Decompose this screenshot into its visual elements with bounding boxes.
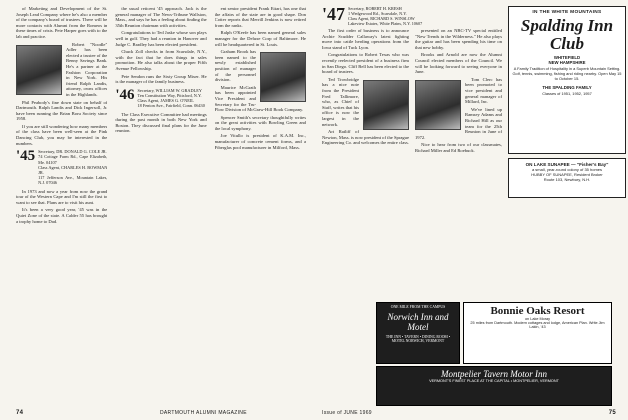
bonnie-oaks-ad[interactable] xyxy=(463,302,612,364)
ad-location: WHITEFIELD xyxy=(553,55,581,60)
class-secretary: Secretary, DR. DONALD G. COLE JR. xyxy=(38,149,107,155)
left-column-1 xyxy=(16,6,107,402)
left-column-2 xyxy=(115,6,206,402)
class-agent: Class Agent, JAMES G. O'NEIL xyxy=(137,98,194,104)
class-address: 1 Wedgewood Rd., Scarsdale, N.Y. xyxy=(348,11,407,16)
class-info xyxy=(38,149,107,185)
paragraph: Nice to hear from two of our classmates, Richard Miller and Ed Roebuck. xyxy=(415,142,502,153)
ad-logo: Spalding Inn Club xyxy=(520,16,614,53)
paragraph: Chuck Zoll checks in from Scarsdale, N.Y., with the fact that he does things in sales promotion. He also talks about the proper Fifth Avenue Fellowship. xyxy=(115,49,207,71)
ad-logo: Bonnie Oaks Resort xyxy=(490,305,585,317)
issue-date: Issue of JUNE 1969 xyxy=(322,410,372,416)
ad-owner-sub: Classes of 1951, 1952, 1957 xyxy=(542,90,592,96)
montpelier-tavern-ad[interactable] xyxy=(376,366,612,406)
ad-sub: on Lake Moray xyxy=(524,317,551,321)
class-47-header xyxy=(322,6,502,26)
paragraph: We've lined up Ramsey Adams and Richard Hill as our team for the 25th Reunion in June of 1972. xyxy=(415,106,502,140)
paragraph: Brooks and Arnold are now the Alumni Council elected members of the Council. We will be looking forward to seeing everyone in June. xyxy=(415,52,502,75)
left-footer xyxy=(16,410,23,416)
paragraph: Joe Vitullo is president of K.A.M. Inc., manufacturer of concrete cement forms, and a Fiberglas pool manufacturer in Milford, Mass. xyxy=(214,133,306,150)
ad-address: Route 103, Newbury, N.H. xyxy=(543,177,591,182)
class-agent: Class Agent, CHARLES H. BOWMAN JR. xyxy=(38,164,108,176)
right-footer xyxy=(609,410,616,416)
page-number: 75 xyxy=(608,410,616,416)
sunapee-ad[interactable] xyxy=(508,158,626,198)
ad-logo: Montpelier Tavern Motor Inn xyxy=(441,369,547,379)
portrait-photo xyxy=(260,52,306,102)
class-agent: Class Agent, RICHARD S. WINSLOW xyxy=(348,16,415,21)
paragraph: The Class Executive Committee had meetings during the past month in both New York and Boston. They discussed final plans for the June reunion. xyxy=(115,111,207,134)
paragraph: ent senior president Frank Ettari, has one that the affairs of the state are in good shape. Don Cotter reports that Merrill Jenkins is now retired from the ranks. xyxy=(214,6,306,28)
class-year: '45 xyxy=(16,148,36,165)
ad-title: ON LAKE SUNAPEE — "Fisher's Bay" xyxy=(525,162,609,167)
class-year: '47 xyxy=(322,4,346,24)
class-45-header xyxy=(16,149,107,185)
class-agent-address: 18 Fenton Ave., Fairfield, Conn. 06430 xyxy=(137,103,205,109)
ad-logo: Norwich Inn and Motel xyxy=(387,312,449,332)
portrait-photo xyxy=(16,45,62,95)
class-info xyxy=(138,88,205,109)
paragraph: Pete Sendon runs the Sixty Group Mixer. He is the manager of the family business. xyxy=(115,73,207,85)
class-info xyxy=(348,6,422,26)
portrait-photo xyxy=(363,80,409,130)
paragraph: Graham Brook has been named to the newly established position of manager of the personnel division. xyxy=(214,49,256,83)
paragraph: Congratulations to Robert Texas who was recently reelected president of a business firm in San Diego. Cliff Bell has been elected to the board of trustees. xyxy=(322,52,409,75)
class-secretary: Secretary, WILLIAM W. GRADLEY xyxy=(137,87,202,93)
paragraph: of Marketing and Development of the St. Joseph Lead Company where he's also a member of the company's board of trustees. There will be more contacts with Alumni from the Romeos in these times of crisis. Pete Harper goes with to the lab and practice. xyxy=(16,6,108,39)
ad-sub: a small, year-round colony of 35 homes xyxy=(531,167,603,172)
class-agent-address: Lakeview Estates, White Plains, N.Y. 10607 xyxy=(348,21,423,26)
paragraph: Robert "Noodle" Adler has been elected a trustee of the Benny Savings Bank. He's a partner at the Fashion Corporation in New York. His friend Ralph Landis, attorney, owns offices in the Highlands. xyxy=(66,41,108,97)
paragraph: Phil Peabody's fine down state on behalf of Dartmouth. Ralph Landis and Dick Ingersoll, Jr. have been running the Brian Boru Society since 1958. xyxy=(16,99,108,122)
ad-body: 25 miles from Dartmouth. Modern cottages and lodge, American Plan. Write Jim Lakin, '43 xyxy=(470,321,605,329)
ad-tagline: ONE MILE FROM THE CAMPUS xyxy=(390,305,446,309)
portrait-photo xyxy=(415,80,461,130)
paragraph: If you are still wondering how many members of the class have been well-seen at the Pink Dancing Club, you may be interested in the numbers. xyxy=(16,123,108,146)
paragraph: Spencer Smith's secretary thoughtfully writes on the great activities with Bowling Green and the local symphony. xyxy=(214,114,306,131)
paragraph: The first order of business is to announce Archie Scudder Callaway's latest fighting move into cattle herding operations from the Iowa stand of Tuck Lyon. xyxy=(322,28,409,50)
class-secretary: Secretary, ROBERT H. KRESH xyxy=(348,6,402,11)
paragraph: It's been a very good year, '45 was in the Quiet Zone of the state. A Calder 55 has brought a trophy home to Dad. xyxy=(16,207,108,224)
ad-tagline: IN THE WHITE MOUNTAINS xyxy=(532,10,602,15)
paragraph: Ralph O'Keefe has been named general sales manager for the Deluxe Corp of Baltimore. He will be headquartered in St. Louis. xyxy=(214,30,306,47)
bottom-ads-row xyxy=(376,302,612,364)
class-address: 74 Cottage Farm Rd., Cape Elizabeth, Me. 04107 xyxy=(38,154,108,165)
class-address: Ten Constitution Way, Pittsford, N.Y. xyxy=(137,92,202,98)
norwich-inn-ad[interactable] xyxy=(376,302,460,364)
paragraph: Ted Trowbridge has a nice note from the President Fred Tallimore, who, as Chief of Staff, writes that his office is now the largest in the network. xyxy=(322,76,359,127)
spalding-inn-ad[interactable] xyxy=(508,6,626,154)
paragraph: Tom Clerc has been promoted to vice president and general manager of Millard, Inc. xyxy=(465,76,502,105)
class-year: '46 xyxy=(115,86,135,103)
paragraph: Congratulations to Ted Jaske whose son plays well in golf. They had a reunion in Hanover and Judge C. Bradley has been elected president. xyxy=(115,30,207,47)
publication-name: DARTMOUTH ALUMNI MAGAZINE xyxy=(160,410,247,416)
paragraph: In 1973 and now a year from now the grand tour of the Western Cape and I'm still the first to want to see that. Plans are to visit his aunt. xyxy=(16,188,108,205)
ad-body: A Family Tradition of Hospitality in a Superb Mountain Setting. Golf, tennis, swimming, fishing and riding nearby. Open May 15 to October 15. xyxy=(512,66,622,81)
ad-owner: THE SPALDING FAMILY xyxy=(542,84,592,90)
ad-body: THE INN • TAVERN • DINING ROOM • MOTEL NORWICH, VERMONT xyxy=(385,335,451,343)
left-columns xyxy=(16,6,306,402)
paragraph: presented on an NBC-TV special entitled "New Trends in the Wilderness." He also plays the guitar and has been spending his time on that new hobby. xyxy=(415,28,502,50)
paragraph: the usual reticent '45 approach. Jack is the general manager of The News-Tribune Wallston, Mass., and says he has a feeling about finding the 35th Reunion chairman with activities. xyxy=(115,6,207,28)
ad-body: VERMONT'S FINEST PLACE AT THE CAPITAL • MONTPELIER, VERMONT xyxy=(429,379,559,383)
paragraph: Maurice McGrath has been appointed Vice President and Secretary for the Tru-Flow Division of McGraw-Hill Book Company. xyxy=(214,84,304,113)
left-column-3 xyxy=(215,6,306,402)
page-number: 74 xyxy=(16,410,24,416)
ad-developer: HUBBY OF SUNAPEE, Resident Broker xyxy=(531,172,603,177)
ad-state: NEW HAMPSHIRE xyxy=(548,60,586,65)
paragraph: Art Ratliff of Newton, Mass. is now president of the Sprague Engineering Co. and welcomes the entire class. xyxy=(322,129,409,146)
class-46-header xyxy=(115,88,206,109)
class-agent-address: 117 Jefferson Ave., Mountain Lakes, N.J. 07046 xyxy=(38,175,108,186)
